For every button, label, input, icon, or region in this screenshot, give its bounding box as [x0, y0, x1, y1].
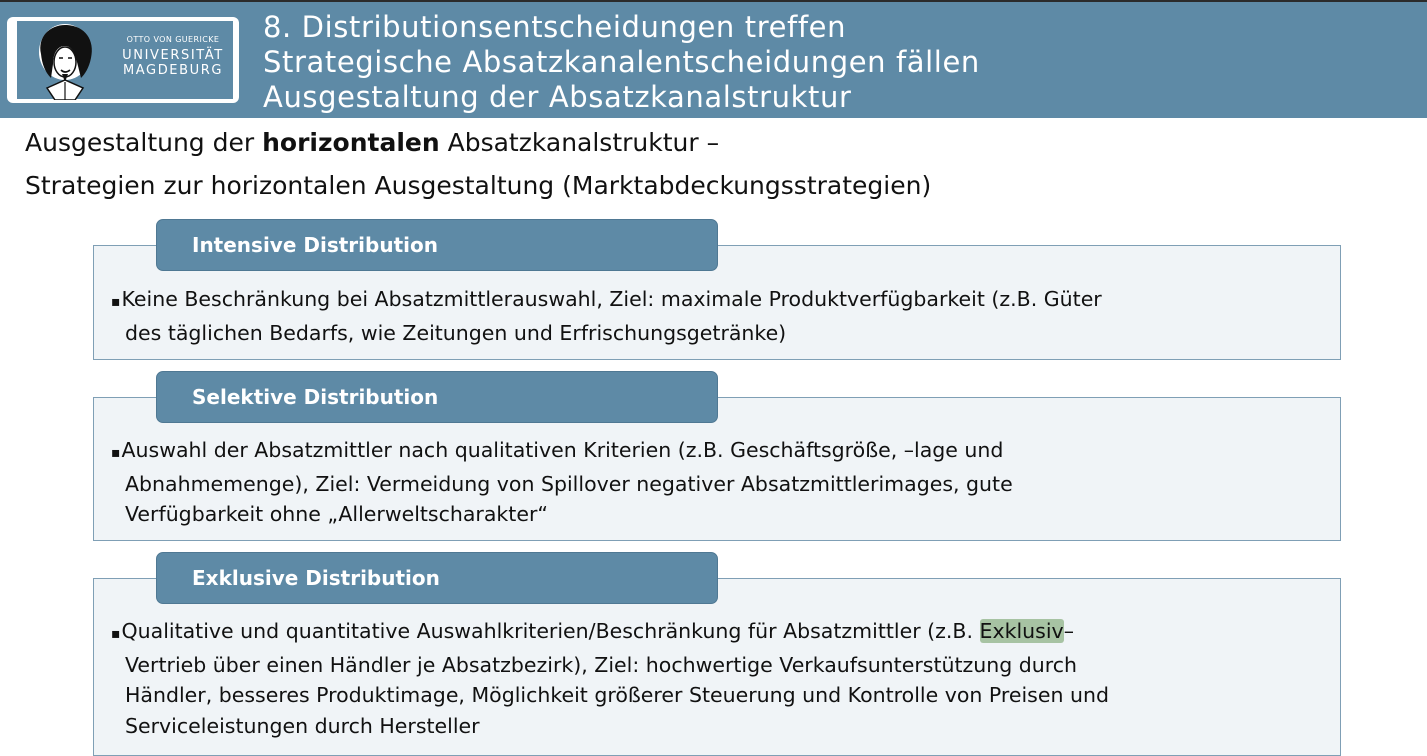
selective-bullet — [111, 435, 1225, 530]
logo-line-2: MAGDEBURG — [122, 63, 224, 78]
logo-panel — [17, 21, 233, 99]
exclusive-bullet — [111, 616, 1225, 741]
subheading-bold: horizontalen — [262, 128, 440, 157]
title-line-1: 8. Distributionsentscheidungen treffen — [263, 10, 847, 44]
subheading-line-2: Strategien zur horizontalen Ausgestaltung (Marktabdeckungsstrategien) — [25, 171, 932, 200]
selective-tab: Selektive Distribution — [156, 371, 718, 423]
logo-university-name — [113, 48, 233, 78]
exclusive-text-post: – Vertrieb über einen Händler je Absatzbezirk), Ziel: hochwertige Verkaufsunterstützung durch Händler, besseres Produktimage, Möglichkeit größerer Steuerung und Kontrolle von Preisen und Serviceleistungen durch Hersteller — [125, 619, 1109, 738]
intensive-tab: Intensive Distribution — [156, 219, 718, 271]
header-bar — [0, 0, 1427, 118]
guericke-portrait-icon — [31, 22, 103, 100]
logo-small-text: OTTO VON GUERICKE — [126, 35, 220, 44]
exclusive-highlight: Exklusiv — [979, 619, 1064, 643]
subheading-post: Absatzkanalstruktur – — [439, 128, 720, 157]
slide-title — [263, 10, 980, 115]
university-logo — [7, 17, 239, 103]
subheading-line-1 — [25, 128, 719, 157]
selective-text: Auswahl der Absatzmittler nach qualitativen Kriterien (z.B. Geschäftsgröße, –lage und Abnahmemenge), Ziel: Vermeidung von Spillover negativer Absatzmittlerimages, gute Verfügbarkeit ohne „Allerweltscharakter“ — [121, 438, 1013, 526]
title-line-3: Ausgestaltung der Absatzkanalstruktur — [263, 80, 852, 114]
subheading-pre: Ausgestaltung der — [25, 128, 263, 157]
exclusive-text-pre: Qualitative und quantitative Auswahlkriterien/Beschränkung für Absatzmittler (z.B. — [121, 619, 980, 643]
intensive-bullet — [111, 284, 1225, 348]
exclusive-tab: Exklusive Distribution — [156, 552, 718, 604]
title-line-2: Strategische Absatzkanalentscheidungen fällen — [263, 45, 980, 79]
logo-line-1: UNIVERSITÄT — [122, 48, 224, 63]
intensive-text: Keine Beschränkung bei Absatzmittlerauswahl, Ziel: maximale Produktverfügbarkeit (z.B. Güter des täglichen Bedarfs, wie Zeitungen und Erfrischungsgetränke) — [121, 287, 1102, 345]
